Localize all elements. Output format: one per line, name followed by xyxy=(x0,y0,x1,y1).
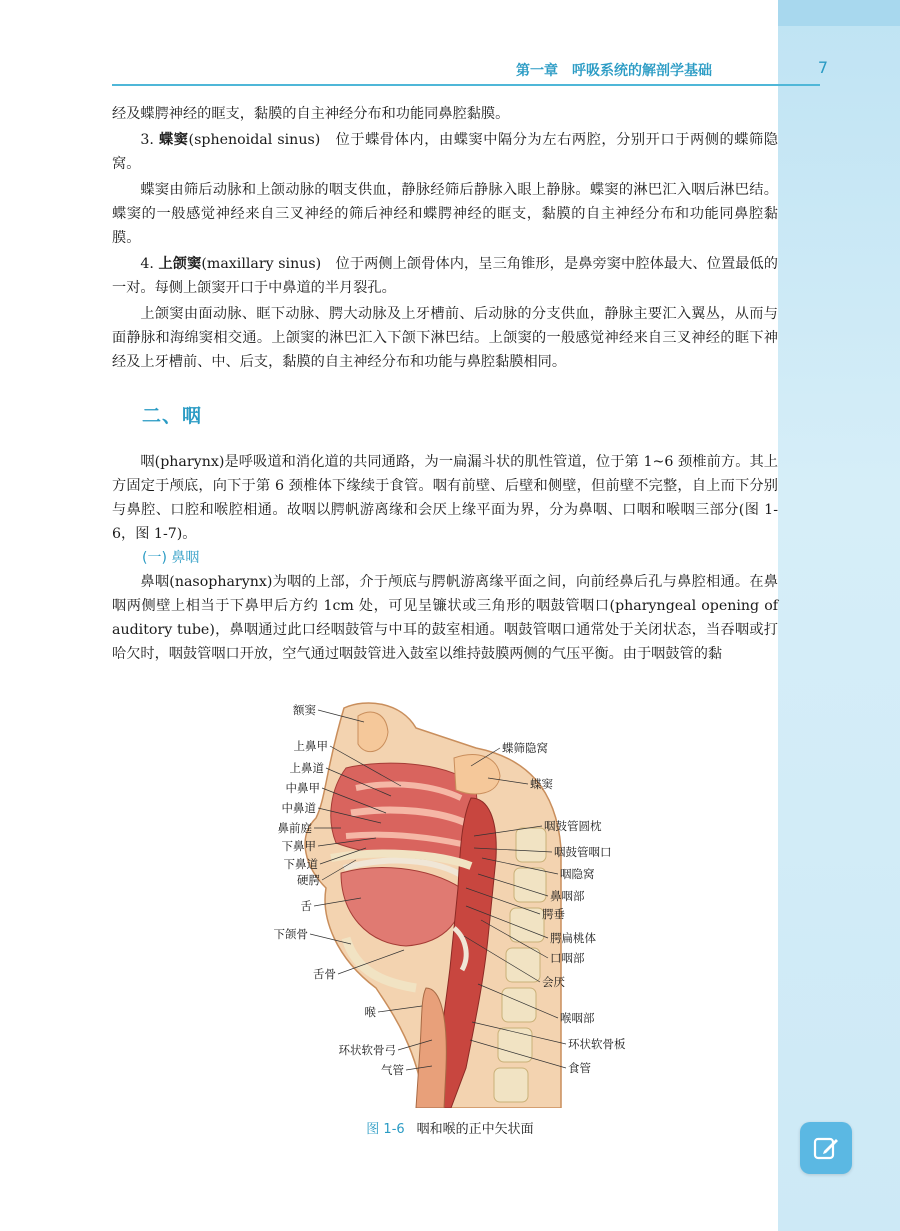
figure-label: 硬腭 xyxy=(297,873,320,887)
caption-text: 咽和喉的正中矢状面 xyxy=(416,1122,534,1137)
item-number: 3. xyxy=(140,132,160,148)
figure-label: 口咽部 xyxy=(550,951,585,965)
figure-label: 中鼻甲 xyxy=(285,781,320,795)
figure-label: 咽隐窝 xyxy=(560,867,595,881)
figure-label: 喉咽部 xyxy=(560,1011,595,1025)
figure-label: 下颌骨 xyxy=(273,927,308,941)
figure-label: 中鼻道 xyxy=(281,801,316,815)
paragraph: 上颌窦由面动脉、眶下动脉、腭大动脉及上牙槽前、后动脉的分支供血，静脉主要汇入翼丛，从而与面静脉和海绵窦相交通。上颌窦的淋巴汇入下颌下淋巴结。上颌窦的一般感觉神经来自三叉神经的眶下神经及上牙槽前、中、后支，黏膜的自主神经分布和功能与鼻腔黏膜相同。 xyxy=(112,306,778,370)
paragraph: 经及蝶腭神经的眶支，黏膜的自主神经分布和功能同鼻腔黏膜。 xyxy=(112,106,510,122)
figure-label: 气管 xyxy=(381,1063,404,1077)
side-band-top xyxy=(778,0,900,26)
figure-label: 下鼻甲 xyxy=(281,839,316,853)
term: 蝶窦 xyxy=(159,132,189,148)
figure-label: 会厌 xyxy=(542,975,565,989)
edit-note-icon xyxy=(812,1134,840,1162)
section-heading: 二、咽 xyxy=(142,405,203,427)
paragraph-text: (maxillary sinus) 位于两侧上颌骨体内，呈三角锥形，是鼻旁窦中腔体最大、位置最低的一对。每侧上颌窦开口于中鼻道的半月裂孔。 xyxy=(112,256,778,296)
figure-label: 舌骨 xyxy=(313,967,336,981)
term: 上颌窦 xyxy=(158,256,202,272)
page-header xyxy=(112,60,832,86)
body-text xyxy=(112,102,778,666)
figure-label: 蝶窦 xyxy=(530,777,553,791)
figure-label: 腭扁桃体 xyxy=(550,931,596,945)
figure-label: 食管 xyxy=(568,1061,591,1075)
header-rule xyxy=(112,84,820,86)
figure-label: 下鼻道 xyxy=(283,857,318,871)
figure-label: 鼻前庭 xyxy=(277,821,312,835)
subsection-heading: (一) 鼻咽 xyxy=(142,550,200,566)
figure-label: 环状软骨板 xyxy=(568,1037,626,1051)
figure-label: 额窦 xyxy=(293,703,316,717)
side-band xyxy=(778,0,900,1231)
paragraph: 蝶窦由筛后动脉和上颌动脉的咽支供血，静脉经筛后静脉入眼上静脉。蝶窦的淋巴汇入咽后淋巴结。蝶窦的一般感觉神经来自三叉神经的筛后神经和蝶腭神经的眶支，黏膜的自主神经分布和功能同鼻腔黏膜。 xyxy=(112,182,778,246)
figure-label: 环状软骨弓 xyxy=(338,1043,396,1057)
paragraph-text: (sphenoidal sinus) 位于蝶骨体内，由蝶窦中隔分为左右两腔，分别开口于两侧的蝶筛隐窝。 xyxy=(112,132,778,172)
figure-label: 上鼻甲 xyxy=(293,739,328,753)
figure-label: 咽鼓管咽口 xyxy=(554,845,612,859)
figure-label: 上鼻道 xyxy=(289,761,324,775)
note-button[interactable] xyxy=(800,1122,852,1174)
paragraph: 咽(pharynx)是呼吸道和消化道的共同通路，为一扁漏斗状的肌性管道，位于第 1~6 颈椎前方。其上方固定于颅底，向下于第 6 颈椎体下缘续于食管。咽有前壁、后壁和侧壁，但前壁不完整，自上而下分别与鼻腔、口腔和喉腔相通。故咽以腭帆游离缘和会厌上缘平面为界，分为鼻咽、口咽和喉咽三部分(图 1-6，图 1-7)。 xyxy=(112,454,778,542)
figure-label: 蝶筛隐窝 xyxy=(502,741,548,755)
paragraph-maxillary-sinus xyxy=(112,252,778,300)
pharynx-larynx-illustration xyxy=(226,688,656,1108)
page-number: 7 xyxy=(817,58,828,77)
figure-label: 腭垂 xyxy=(542,907,565,921)
paragraph: 鼻咽(nasopharynx)为咽的上部，介于颅底与腭帆游离缘平面之间，向前经鼻后孔与鼻腔相通。在鼻咽两侧壁上相当于下鼻甲后方约 1cm 处，可见呈镰状或三角形的咽鼓管咽口(pharyngeal opening of auditory tube)，鼻咽通过此口经咽鼓管与中耳的鼓室相通。咽鼓管咽口通常处于关闭状态，当吞咽或打哈欠时，咽鼓管咽口开放，空气通过咽鼓管进入鼓室以维持鼓膜两侧的气压平衡。由于咽鼓管的黏 xyxy=(112,574,778,662)
paragraph-sphenoidal-sinus xyxy=(112,128,778,176)
anatomy-figure xyxy=(226,688,656,1108)
figure-caption xyxy=(0,1118,900,1137)
caption-number: 图 1-6 xyxy=(366,1122,405,1137)
figure-label: 喉 xyxy=(364,1005,376,1019)
item-number: 4. xyxy=(140,256,159,272)
figure-label: 鼻咽部 xyxy=(550,889,585,903)
figure-label: 咽鼓管圆枕 xyxy=(544,819,602,833)
figure-label: 舌 xyxy=(300,899,312,913)
chapter-title: 第一章 呼吸系统的解剖学基础 xyxy=(516,63,712,79)
